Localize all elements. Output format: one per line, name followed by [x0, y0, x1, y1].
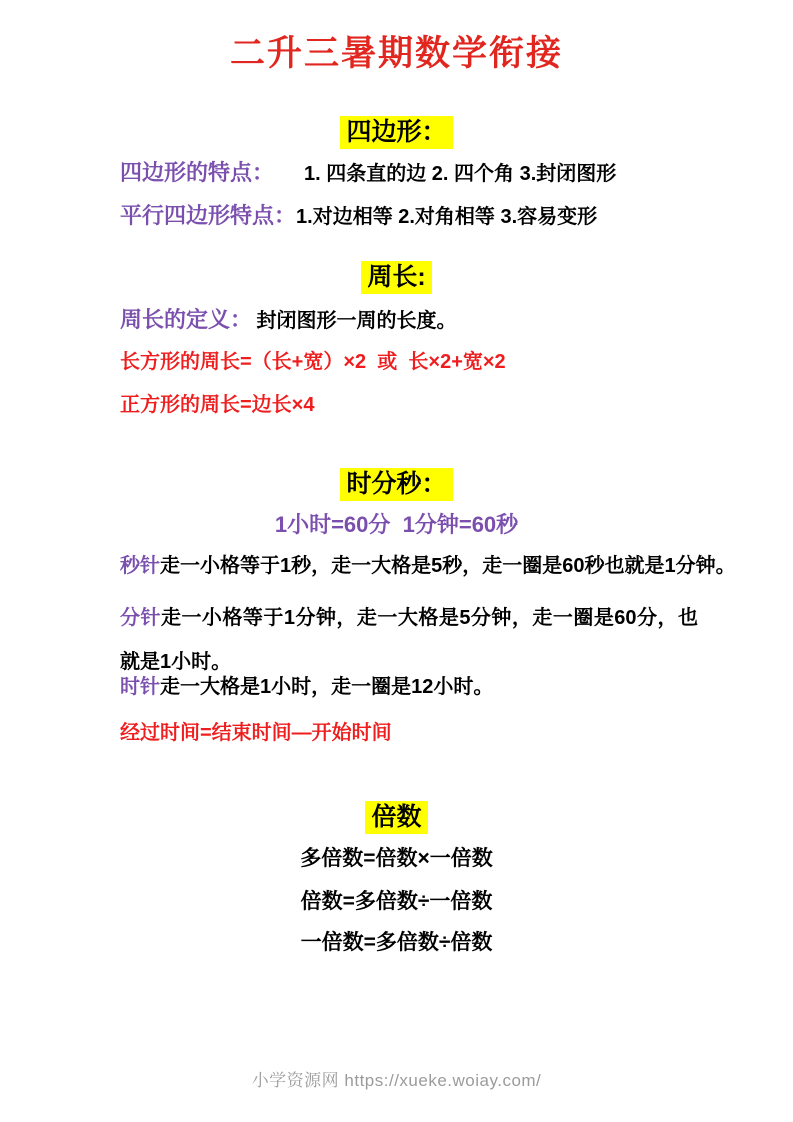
minute-hand-line	[120, 596, 698, 684]
section-heading-multiples	[0, 801, 793, 834]
multiples-heading-text: 倍数	[365, 801, 427, 834]
footer-watermark: 小学资源网 https://xueke.woiay.com/	[251, 1071, 542, 1090]
quadrilateral-features-line	[120, 158, 698, 191]
minute-hand-label: 分针	[120, 607, 161, 629]
section-heading-time	[0, 468, 793, 501]
quadrilateral-features-text: 1. 四条直的边 2. 四个角 3.封闭图形	[304, 163, 617, 185]
rectangle-perimeter-formula: 长方形的周长=（长+宽）×2 或 长×2+宽×2	[120, 351, 506, 373]
parallelogram-features-line	[120, 201, 698, 234]
perimeter-definition-label: 周长的定义：	[120, 307, 253, 332]
time-conversion-line: 1小时=60分 1分钟=60秒	[274, 512, 519, 537]
section-heading-perimeter	[0, 261, 793, 294]
elapsed-time-formula: 经过时间=结束时间—开始时间	[120, 722, 392, 744]
perimeter-definition-text: 封闭图形一周的长度。	[256, 310, 457, 332]
hour-hand-line	[120, 672, 698, 702]
quadrilateral-features-label: 四边形的特点：	[120, 160, 275, 185]
minute-hand-text: 走一小格等于1分钟，走一大格是5分钟，走一圈是60分，也就是1小时。	[120, 607, 698, 673]
multiples-formula-2: 倍数=多倍数÷一倍数	[300, 890, 493, 913]
parallelogram-features-label: 平行四边形特点：	[120, 203, 297, 228]
quadrilateral-heading-text: 四边形：	[340, 116, 452, 149]
second-hand-text: 走一小格等于1秒，走一大格是5秒，走一圈是60秒也就是1分钟。	[160, 555, 736, 577]
document-title: 二升三暑期数学衔接	[229, 34, 563, 73]
perimeter-heading-text: 周长:	[361, 261, 431, 294]
time-heading-text: 时分秒：	[340, 468, 452, 501]
second-hand-label: 秒针	[120, 555, 160, 577]
square-perimeter-formula: 正方形的周长=边长×4	[120, 394, 315, 416]
multiples-formula-3: 一倍数=多倍数÷倍数	[300, 931, 493, 954]
second-hand-line	[120, 551, 736, 581]
hour-hand-label: 时针	[120, 676, 160, 698]
multiples-formula-1: 多倍数=倍数×一倍数	[300, 847, 493, 870]
perimeter-definition-line	[120, 305, 698, 338]
hour-hand-text: 走一大格是1小时，走一圈是12小时。	[160, 676, 494, 698]
parallelogram-features-text: 1.对边相等 2.对角相等 3.容易变形	[296, 206, 598, 228]
section-heading-quadrilateral	[0, 116, 793, 149]
